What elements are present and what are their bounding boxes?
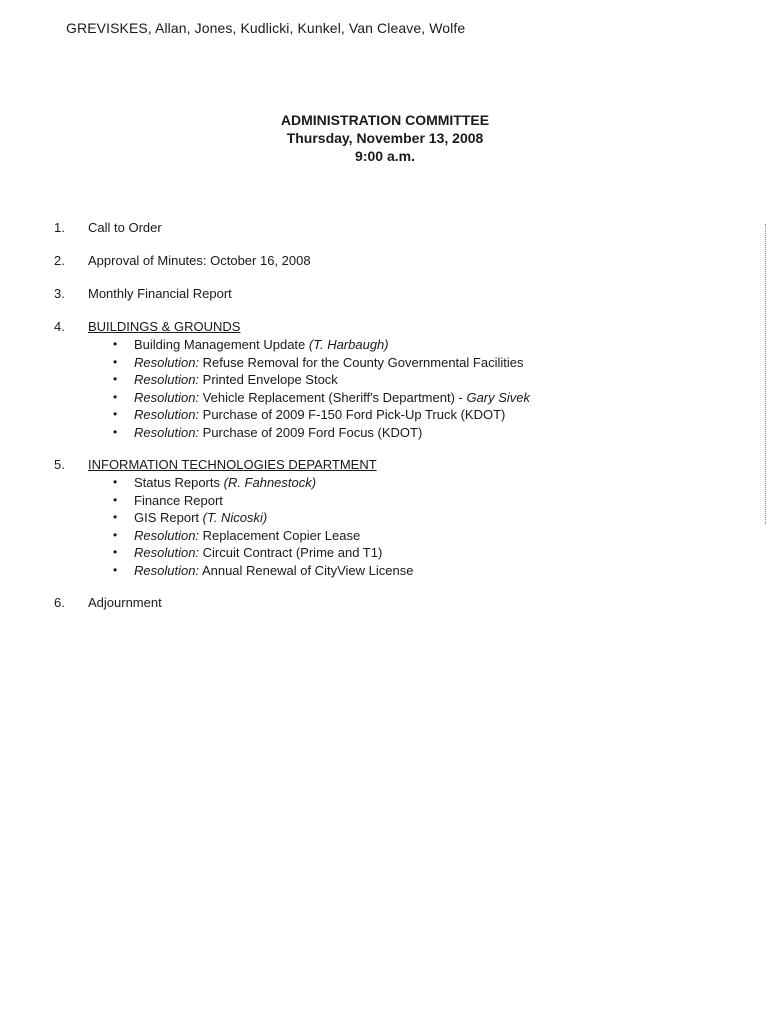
bullet-icon: •: [113, 545, 118, 559]
sub-item: [113, 389, 754, 407]
bullet-icon: •: [113, 337, 118, 351]
sub-item: [113, 544, 754, 562]
sub-item: [113, 371, 754, 389]
agenda-item-number: 4.: [54, 319, 65, 334]
section-heading-buildings: BUILDINGS & GROUNDS: [88, 319, 241, 334]
sub-item: [113, 474, 754, 492]
agenda-item-label: Adjournment: [88, 595, 162, 610]
bullet-icon: •: [113, 527, 118, 542]
sub-item-prefix: Resolution:: [134, 407, 200, 422]
agenda-item: [54, 594, 754, 612]
sub-item-text: Purchase of 2009 Ford Focus (KDOT): [199, 424, 423, 440]
sub-item-text: Building Management Update: [134, 337, 309, 352]
agenda-item-number: 6.: [54, 595, 65, 610]
sub-item: [113, 527, 754, 545]
agenda-list: [54, 219, 754, 627]
sub-item-text: Refuse Removal for the County Governmental Facilities: [199, 354, 524, 370]
sub-item: [113, 354, 754, 372]
sub-item: [113, 336, 754, 354]
agenda-item: [54, 252, 754, 270]
meeting-header: [0, 111, 770, 165]
sub-item-prefix: Resolution:: [134, 354, 200, 370]
bullet-icon: •: [113, 424, 118, 439]
sub-item-prefix: Resolution:: [134, 562, 200, 578]
bullet-icon: •: [113, 407, 118, 421]
bullet-icon: •: [113, 389, 118, 404]
agenda-item-number: 2.: [54, 253, 65, 268]
sub-item-prefix: Resolution:: [134, 372, 200, 387]
sub-item-presenter: (T. Harbaugh): [308, 337, 389, 352]
agenda-item-number: 5.: [54, 457, 65, 472]
bullet-icon: •: [113, 372, 118, 386]
sub-item-prefix: Resolution:: [134, 389, 200, 405]
scan-margin-marks: [763, 224, 766, 524]
sub-item-text: GIS Report: [134, 510, 203, 525]
meeting-date: Thursday, November 13, 2008: [286, 130, 484, 146]
sub-item-prefix: Resolution:: [134, 545, 200, 560]
sub-item-text: Printed Envelope Stock: [199, 372, 338, 387]
sub-item-text: Annual Renewal of CityView License: [199, 562, 414, 578]
agenda-item: [54, 318, 754, 441]
sub-item-text: Vehicle Replacement (Sheriff's Department) -: [199, 389, 467, 405]
bullet-icon: •: [113, 492, 118, 507]
agenda-item-label: Approval of Minutes: October 16, 2008: [88, 253, 311, 268]
agenda-item-label: Monthly Financial Report: [88, 286, 232, 301]
sub-item-presenter: (T. Nicoski): [202, 510, 268, 525]
section-heading-it: INFORMATION TECHNOLOGIES DEPARTMENT: [88, 457, 377, 472]
sub-item: [113, 562, 754, 580]
sub-item-prefix: Resolution:: [134, 527, 200, 543]
committee-title: ADMINISTRATION COMMITTEE: [280, 112, 490, 128]
bullet-icon: •: [113, 475, 118, 489]
sub-item-text: Circuit Contract (Prime and T1): [199, 545, 383, 560]
meeting-time: 9:00 a.m.: [355, 148, 415, 164]
agenda-item: [54, 285, 754, 303]
bullet-icon: •: [113, 562, 118, 577]
sub-item: [113, 406, 754, 424]
sub-item-list: [54, 474, 754, 579]
agenda-item-label: Call to Order: [88, 220, 162, 235]
sub-item: [113, 424, 754, 442]
sub-item: [113, 509, 754, 527]
bullet-icon: •: [113, 354, 118, 369]
sub-item-presenter: (R. Fahnestock): [223, 475, 317, 490]
sub-item-text: Replacement Copier Lease: [199, 527, 361, 543]
sub-item-presenter: Gary Sivek: [466, 389, 531, 405]
agenda-item: [54, 219, 754, 237]
sub-item-text: Status Reports: [134, 475, 224, 490]
sub-item-text: Finance Report: [134, 492, 223, 508]
agenda-item-number: 1.: [54, 220, 65, 235]
sub-item-list: [54, 336, 754, 441]
sub-item: [113, 492, 754, 510]
sub-item-prefix: Resolution:: [134, 424, 200, 440]
bullet-icon: •: [113, 510, 118, 524]
members-line: GREVISKES, Allan, Jones, Kudlicki, Kunkel, Van Cleave, Wolfe: [66, 20, 466, 36]
sub-item-text: Purchase of 2009 F-150 Ford Pick-Up Truck (KDOT): [199, 407, 506, 422]
agenda-item-number: 3.: [54, 286, 65, 301]
agenda-item: [54, 456, 754, 579]
